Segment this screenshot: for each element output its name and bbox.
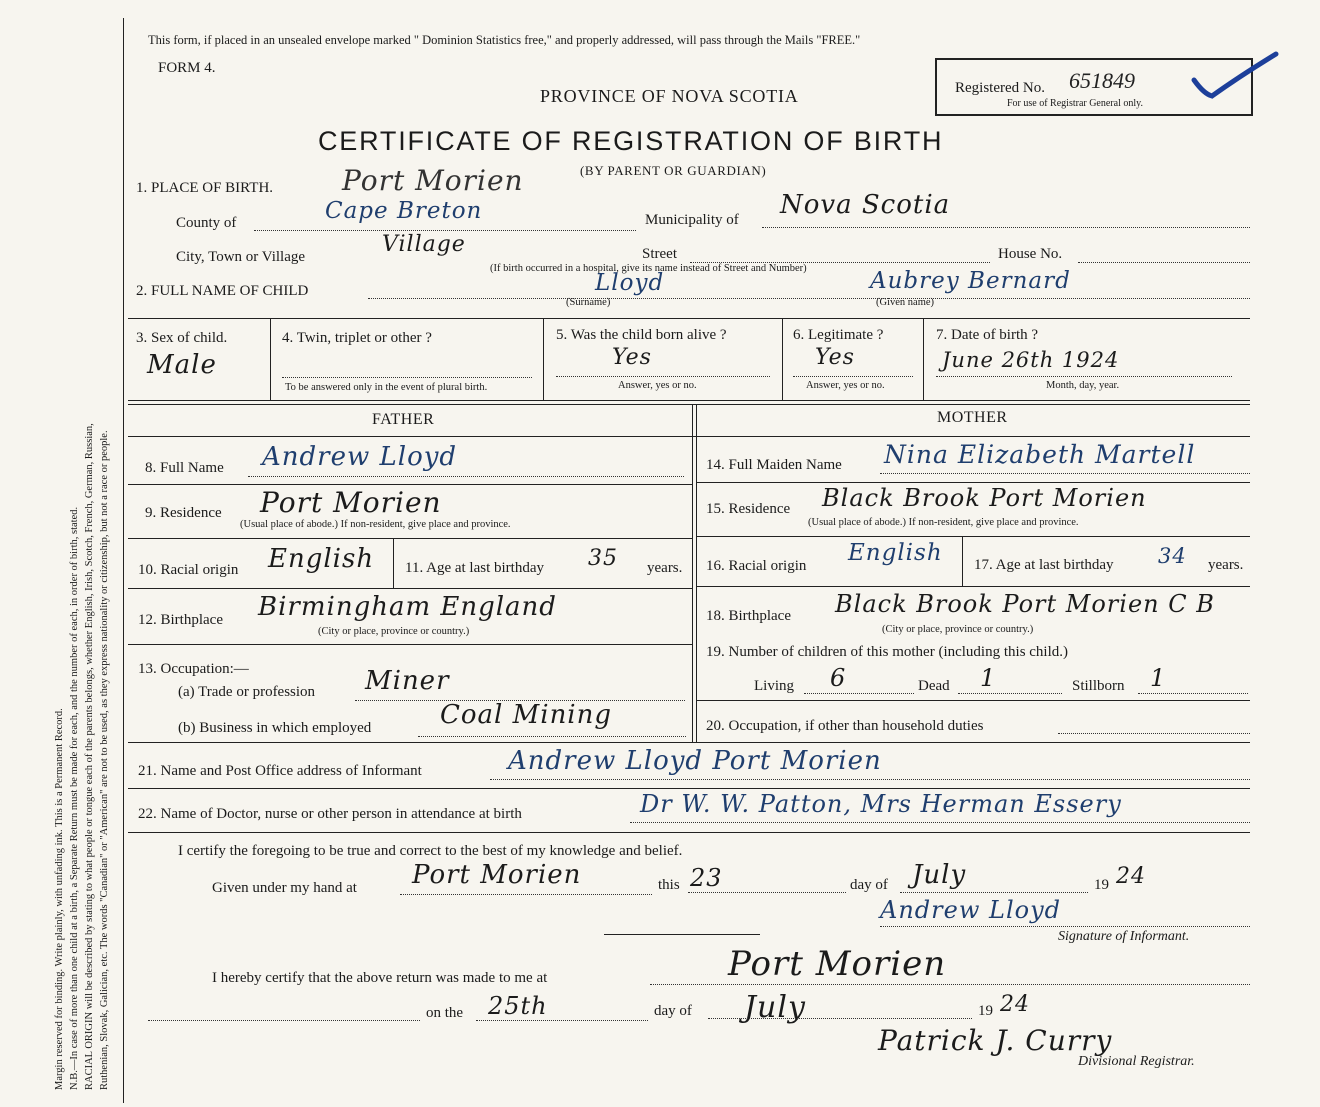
rule-m-race — [962, 536, 963, 586]
father-residence-label: 9. Residence — [145, 505, 222, 521]
province-heading: PROVINCE OF NOVA SCOTIA — [540, 86, 799, 106]
father-age-value: 35 — [588, 546, 618, 571]
rule-f1 — [128, 484, 692, 485]
rule-v1 — [270, 318, 271, 400]
rule-f3 — [128, 588, 692, 589]
legitimate-note: Answer, yes or no. — [806, 380, 885, 391]
certificate-title: CERTIFICATE OF REGISTRATION OF BIRTH — [318, 126, 944, 156]
certify-year-prefix: 19 — [1094, 877, 1109, 893]
mother-children-label: 19. Number of children of this mother (including this child.) — [706, 644, 1069, 660]
informant-label: 21. Name and Post Office address of Informant — [138, 763, 422, 779]
city-label: City, Town or Village — [176, 249, 306, 265]
rule-heading-bottom — [128, 436, 1250, 437]
child-given-name: Aubrey Bernard — [870, 268, 1071, 294]
certify-day-of-label: day of — [850, 877, 888, 893]
doctor-value: Dr W. W. Patton, Mrs Herman Essery — [640, 790, 1122, 818]
registrar-month-value: July — [744, 990, 806, 1025]
twin-line — [282, 377, 532, 378]
rule-v4 — [923, 318, 924, 400]
county-value: Cape Breton — [325, 198, 483, 224]
given-name-caption: (Given name) — [876, 297, 935, 308]
registrar-day-of-label: day of — [654, 1003, 692, 1019]
father-heading: FATHER — [372, 411, 435, 428]
given-place-line — [400, 894, 652, 895]
registrar-use-note: For use of Registrar General only. — [1007, 98, 1143, 109]
margin-note-3: RACIAL ORIGIN will be described by stating to what people or tongue each of the parents belongs, whether English, Irish, Scotch, French, German, Russian, — [84, 423, 95, 1090]
municipality-line — [762, 227, 1250, 228]
hospital-note: (If birth occurred in a hospital, give its name instead of Street and Number) — [490, 263, 807, 274]
registrar-day-value: 25th — [488, 992, 548, 1020]
mother-birthplace-value: Black Brook Port Morien C B — [835, 590, 1215, 618]
twin-note: To be answered only in the event of plural birth. — [285, 382, 488, 393]
certificate-subtitle: (BY PARENT OR GUARDIAN) — [580, 163, 767, 178]
informant-signature-caption: Signature of Informant. — [1058, 929, 1190, 944]
mother-years: years. — [1208, 557, 1244, 573]
registrar-year-prefix: 19 — [978, 1003, 993, 1019]
rule-parents-divider — [692, 404, 693, 742]
father-race-value: English — [268, 544, 375, 574]
mother-heading: MOTHER — [937, 409, 1008, 426]
registered-number: 651849 — [1069, 68, 1135, 93]
registrar-place-value: Port Morien — [728, 944, 947, 984]
dead-value: 1 — [980, 664, 997, 692]
father-name-line — [248, 476, 684, 477]
informant-signature-line — [880, 926, 1250, 927]
rule-row3-bottom — [128, 400, 1250, 401]
street-label: Street — [642, 246, 677, 262]
certify-statement: I certify the foregoing to be true and correct to the best of my knowledge and belief. — [178, 843, 683, 859]
mail-notice: This form, if placed in an unsealed envelope marked " Dominion Statistics free," and properly addressed, will pass through the Mails "FREE." — [148, 33, 861, 47]
municipality-label: Municipality of — [645, 212, 739, 228]
certify-month-line — [900, 892, 1088, 893]
certify-day-line — [688, 892, 846, 893]
father-age-label: 11. Age at last birthday — [405, 560, 544, 576]
registrar-place-line — [650, 984, 1250, 985]
rule-f-race — [393, 538, 394, 588]
certify-day-value: 23 — [690, 864, 723, 892]
given-under-label: Given under my hand at — [212, 880, 357, 896]
father-residence-note: (Usual place of abode.) If non-resident, give place and province. — [240, 519, 511, 530]
margin-note-4: Ruthenian, Slovak, Galician, etc. The words "Canadian" or "American" are not to be used, as they express nationality or citizenship, but not a race or people. — [99, 430, 110, 1090]
dob-label: 7. Date of birth ? — [936, 327, 1039, 343]
mother-birthplace-note: (City or place, province or country.) — [882, 624, 1034, 635]
surname-caption: (Surname) — [566, 297, 611, 308]
place-of-birth-label: 1. PLACE OF BIRTH. — [136, 180, 274, 196]
father-business-value: Coal Mining — [440, 700, 613, 730]
rule-f2 — [128, 538, 692, 539]
rule-row3-top — [128, 318, 1250, 319]
informant-signature: Andrew Lloyd — [880, 896, 1061, 924]
margin-notes — [52, 0, 112, 1090]
mother-race-label: 16. Racial origin — [706, 558, 807, 574]
mother-race-value: English — [848, 540, 943, 566]
mother-name-line — [880, 473, 1250, 474]
mother-residence-note: (Usual place of abode.) If non-resident, give place and province. — [808, 517, 1079, 528]
rule-m3 — [696, 586, 1250, 587]
registrar-caption: Divisional Registrar. — [1078, 1054, 1195, 1069]
rule-m2 — [696, 536, 1250, 537]
rule-21 — [128, 788, 1250, 789]
house-line — [1078, 262, 1250, 263]
place-of-birth-value: Port Morien — [342, 164, 524, 197]
father-trade-label: (a) Trade or profession — [178, 684, 316, 700]
house-label: House No. — [998, 246, 1063, 262]
city-value: Village — [382, 232, 466, 257]
rule-v3 — [782, 318, 783, 400]
living-line — [804, 693, 914, 694]
margin-note-1: Margin reserved for binding. Write plainly, with unfading ink. This is a Permanent Record. — [54, 708, 65, 1090]
informant-value: Andrew Lloyd Port Morien — [508, 746, 882, 776]
mother-occupation-line — [1058, 733, 1250, 734]
living-value: 6 — [830, 664, 847, 692]
living-label: Living — [754, 678, 794, 694]
father-name-value: Andrew Lloyd — [262, 442, 458, 472]
county-line — [254, 230, 636, 231]
stillborn-label: Stillborn — [1072, 678, 1125, 694]
mother-residence-label: 15. Residence — [706, 501, 791, 517]
rule-parents-bottom — [128, 742, 1250, 743]
alive-note: Answer, yes or no. — [618, 380, 697, 391]
check-mark-icon — [1190, 50, 1280, 102]
child-surname: Lloyd — [595, 270, 665, 296]
county-label: County of — [176, 215, 237, 231]
alive-label: 5. Was the child born alive ? — [556, 327, 727, 343]
rule-parents-top — [128, 404, 1250, 405]
dead-line — [958, 693, 1062, 694]
mother-age-value: 34 — [1158, 544, 1187, 568]
mother-age-label: 17. Age at last birthday — [974, 557, 1114, 573]
margin-rule — [123, 18, 124, 1103]
mother-name-label: 14. Full Maiden Name — [706, 457, 842, 473]
rule-22 — [128, 832, 1250, 833]
registrar-on-the-label: on the — [426, 1005, 464, 1021]
alive-value: Yes — [612, 345, 652, 370]
rule-m4 — [696, 700, 1250, 701]
child-name-label: 2. FULL NAME OF CHILD — [136, 283, 309, 299]
dob-value: June 26th 1924 — [942, 348, 1120, 372]
mother-occupation-label: 20. Occupation, if other than household duties — [706, 718, 984, 734]
rule-v2 — [543, 318, 544, 400]
dob-line — [936, 376, 1232, 377]
father-birthplace-value: Birmingham England — [258, 592, 557, 622]
child-name-line — [368, 298, 1250, 299]
registrar-year-suffix: 24 — [1000, 992, 1030, 1017]
rule-m1 — [696, 482, 1250, 483]
legitimate-line — [793, 376, 913, 377]
mother-birthplace-label: 18. Birthplace — [706, 608, 791, 624]
mother-residence-value: Black Brook Port Morien — [822, 484, 1147, 512]
rule-f4 — [128, 644, 692, 645]
father-name-label: 8. Full Name — [145, 460, 224, 476]
father-trade-value: Miner — [365, 666, 450, 696]
rule-separator — [604, 934, 760, 935]
rule-parents-divider-2 — [696, 404, 697, 742]
stillborn-line — [1138, 693, 1248, 694]
doctor-line — [630, 822, 1250, 823]
registered-label: Registered No. — [955, 80, 1045, 96]
father-business-line — [418, 736, 686, 737]
father-business-label: (b) Business in which employed — [178, 720, 372, 736]
sex-label: 3. Sex of child. — [136, 330, 228, 346]
registrar-statement: I hereby certify that the above return was made to me at — [212, 970, 548, 986]
father-race-label: 10. Racial origin — [138, 562, 239, 578]
certify-this-label: this — [658, 877, 680, 893]
father-occupation-label: 13. Occupation:— — [138, 661, 249, 677]
legitimate-value: Yes — [815, 345, 855, 370]
registrar-day-line — [476, 1020, 648, 1021]
certify-month-value: July — [912, 860, 967, 890]
sex-value: Male — [147, 350, 217, 380]
father-residence-value: Port Morien — [260, 486, 442, 519]
given-under-place: Port Morien — [412, 860, 582, 890]
stillborn-value: 1 — [1150, 664, 1167, 692]
registrar-month-line — [708, 1018, 972, 1019]
municipality-value: Nova Scotia — [780, 190, 951, 220]
twin-label: 4. Twin, triplet or other ? — [282, 330, 432, 346]
legitimate-label: 6. Legitimate ? — [793, 327, 884, 343]
alive-line — [556, 376, 770, 377]
registrar-leading-line — [148, 1020, 420, 1021]
certify-year-suffix: 24 — [1116, 864, 1146, 889]
margin-note-2: N.B.—In case of more than one child at a birth, a Separate Return must be made for each, and the number of each, in order of birth, stated. — [69, 506, 80, 1090]
dead-label: Dead — [918, 678, 950, 694]
registrar-signature: Patrick J. Curry — [878, 1024, 1113, 1057]
father-birthplace-label: 12. Birthplace — [138, 612, 223, 628]
form-number: FORM 4. — [158, 60, 216, 76]
informant-line — [490, 779, 1250, 780]
father-years: years. — [647, 560, 683, 576]
doctor-label: 22. Name of Doctor, nurse or other person in attendance at birth — [138, 806, 522, 822]
dob-note: Month, day, year. — [1046, 380, 1120, 391]
mother-name-value: Nina Elizabeth Martell — [884, 440, 1196, 469]
father-birthplace-note: (City or place, province or country.) — [318, 626, 470, 637]
